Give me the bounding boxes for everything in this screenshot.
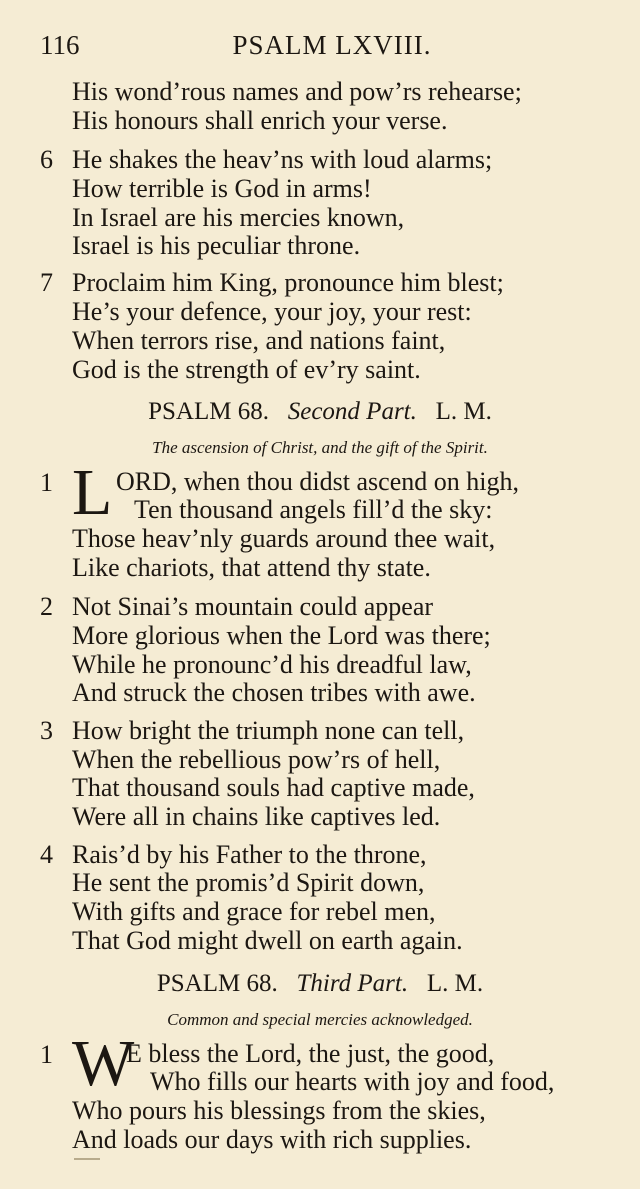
psalm-heading — [0, 969, 640, 999]
verse-line: Proclaim him King, pronounce him blest; — [72, 268, 504, 297]
verse-line: He’s your defence, your joy, your rest: — [72, 297, 472, 326]
verse-line: More glorious when the Lord was there; — [72, 621, 491, 650]
page-number: 116 — [40, 30, 80, 60]
verse-line: With gifts and grace for rebel men, — [72, 897, 436, 926]
verse-line: Ten thousand angels fill’d the sky: — [134, 495, 493, 524]
psalm-meter: L. M. — [426, 970, 484, 997]
verse-line: When terrors rise, and nations faint, — [72, 326, 446, 355]
verse-line: Israel is his peculiar throne. — [72, 231, 361, 260]
verse-line: And struck the chosen tribes with awe. — [72, 678, 476, 707]
verse-line: He sent the promis’d Spirit down, — [72, 868, 425, 897]
verse-line: Like chariots, that attend thy state. — [72, 553, 431, 582]
verse-line: Who pours his blessings from the skies, — [72, 1096, 486, 1125]
stanza-number: 1 — [40, 1040, 53, 1069]
stanza-number: 4 — [40, 840, 53, 869]
page-header — [40, 30, 600, 66]
page-footer-rule — [74, 1158, 100, 1160]
stanza-number: 6 — [40, 145, 53, 174]
psalm-part: Second Part. — [287, 398, 417, 425]
verse-line: He shakes the heav’ns with loud alarms; — [72, 145, 493, 174]
verse-line: Not Sinai’s mountain could appear — [72, 592, 434, 621]
verse-line: In Israel are his mercies known, — [72, 203, 405, 232]
verse-line: ORD, when thou didst ascend on high, — [116, 467, 519, 496]
verse-line: Were all in chains like captives led. — [72, 802, 441, 831]
verse-line: How terrible is God in arms! — [72, 174, 372, 203]
verse-line: His honours shall enrich your verse. — [72, 106, 448, 135]
psalm-meter: L. M. — [435, 398, 492, 425]
stanza-number: 2 — [40, 592, 53, 621]
verse-line: God is the strength of ev’ry saint. — [72, 355, 421, 384]
running-head: PSALM LXVIII. — [232, 30, 432, 60]
verse-line: Those heav’nly guards around thee wait, — [72, 524, 496, 553]
verse-line: How bright the triumph none can tell, — [72, 716, 465, 745]
verse-line: His wond’rous names and pow’rs rehearse; — [72, 77, 522, 106]
drop-cap: L — [72, 456, 113, 529]
verse-line: Who fills our hearts with joy and food, — [150, 1067, 555, 1096]
verse-line: Rais’d by his Father to the throne, — [72, 840, 427, 869]
stanza-number: 7 — [40, 268, 53, 297]
verse-line: And loads our days with rich supplies. — [72, 1125, 472, 1154]
drop-cap: W — [72, 1027, 135, 1100]
psalm-heading — [0, 397, 640, 427]
psalm-number: PSALM 68. — [156, 970, 278, 997]
psalm-subtitle: Common and special mercies acknowledged. — [167, 1010, 473, 1029]
verse-line: While he pronounc’d his dreadful law, — [72, 650, 472, 679]
verse-line: That thousand souls had captive made, — [72, 773, 475, 802]
verse-line: When the rebellious pow’rs of hell, — [72, 745, 441, 774]
psalm-subtitle: The ascension of Christ, and the gift of the Spirit. — [152, 438, 488, 457]
verse-line: E bless the Lord, the just, the good, — [126, 1039, 495, 1068]
psalm-number: PSALM 68. — [148, 398, 269, 425]
stanza-number: 3 — [40, 716, 53, 745]
stanza-number: 1 — [40, 468, 53, 497]
psalm-part: Third Part. — [296, 970, 409, 997]
verse-line: That God might dwell on earth again. — [72, 926, 463, 955]
